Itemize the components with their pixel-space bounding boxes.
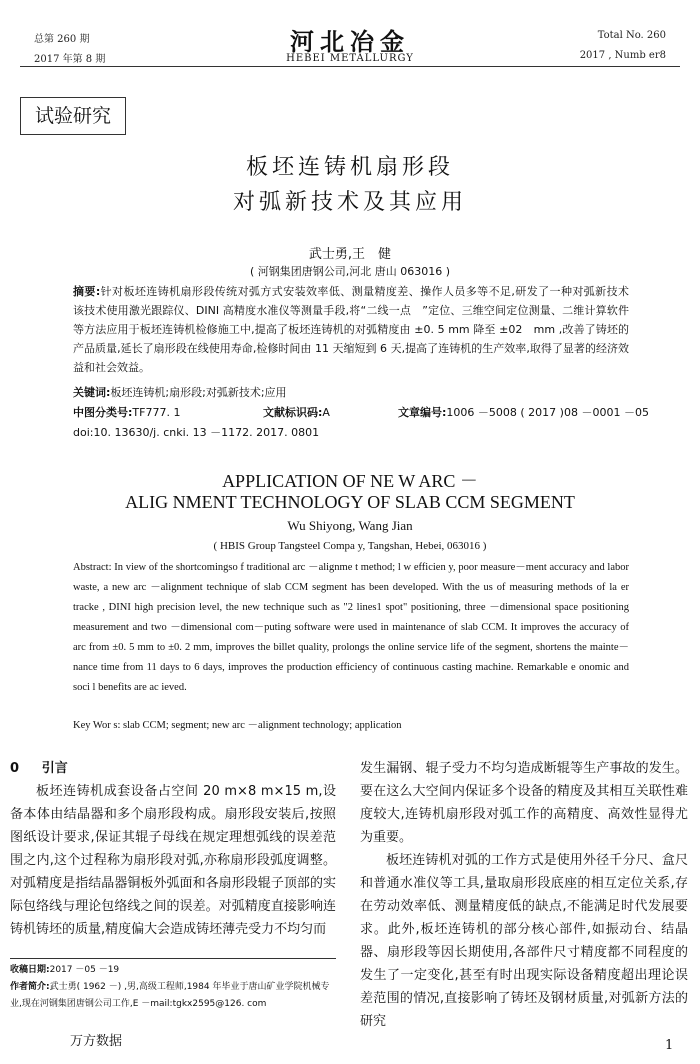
doc-code-label: 文献标识码: bbox=[263, 406, 323, 419]
abstract-en-text: In view of the shortcomingso f traditional arc －alignme t method; l w efficien y, poor measure－ment accuracy and labor waste, a new arc －alignment technique of slab CCM segment has been developed. With the us of measuring methods of la er tracke , DINI high precision level, the new technique such as "2 lines1 spot" positioning, three －dimensional space positioning measurement and two －dimensional com－puting software were used in maintenance of slab CCM. It improves the accuracy of arc from ±0. 5 mm to ±0. 2 mm, improves the billet quality, prolongs the online service life of the segment, shortens the mainte－nance time from 11 days to 6 days, improves the production efficiency of continuous casting machine. Remarkable e onomic and soci l benefits are ac ieved. bbox=[73, 562, 630, 693]
footnote bbox=[10, 962, 340, 1013]
received-label: 收稿日期: bbox=[10, 965, 50, 975]
authors-cn: 武士勇,王 健 bbox=[308, 247, 392, 262]
abstract-en-label: Abstract: bbox=[73, 562, 112, 573]
affiliation-cn: ( 河钢集团唐钢公司,河北 唐山 063016 ) bbox=[249, 265, 451, 278]
body-left-column bbox=[10, 757, 336, 941]
intro-paragraph-right-2: 板坯连铸机对弧的工作方式是使用外径千分尺、盒尺和普通水准仪等工具,量取扇形段底座的相互定位关系,存在劳动效率低、测量精度低的缺点,不能满足时代发展要求。此外,板坯连铸机的部分核心部件,如振动台、结晶器、扇形段等因长期使用,各部件尺寸精度都不同程度的发生了一定变化,甚至有时出现实际设备精度超出理论误差范围的情况,直接影响了铸坯及钢材质量,对弧新方法的研究 bbox=[360, 853, 688, 1029]
clc-value: TF777. 1 bbox=[132, 406, 181, 419]
watermark: 万方数据 bbox=[70, 1034, 123, 1049]
journal-title-cn: 河北冶金 bbox=[290, 27, 410, 56]
clc-label: 中图分类号: bbox=[73, 406, 133, 419]
author-bio-label: 作者简介: bbox=[10, 982, 50, 992]
title-cn-line1: 板坯连铸机扇形段 bbox=[245, 155, 454, 180]
keywords-en-text: slab CCM; segment; new arc －alignment technology; application bbox=[123, 720, 402, 731]
received-date bbox=[10, 962, 340, 979]
intro-paragraph-right-1: 发生漏钢、辊子受力不均匀造成断辊等生产事故的发生。要在这么大空间内保证多个设备的精度及其相互关联性难度较大,连铸机扇形段对弧工作的高精度、高效性显得尤为重要。 bbox=[360, 761, 688, 845]
authors-en: Wu Shiyong, Wang Jian bbox=[287, 518, 413, 533]
footnote-rule bbox=[10, 958, 336, 959]
author-bio bbox=[10, 979, 340, 1013]
affiliation-en: ( HBIS Group Tangsteel Compa y, Tangshan, Hebei, 063016 ) bbox=[213, 540, 487, 552]
header-rule bbox=[20, 66, 680, 67]
abstract-en bbox=[73, 558, 629, 698]
title-cn-line2: 对弧新技术及其应用 bbox=[232, 190, 467, 215]
section-title: 引言 bbox=[41, 761, 68, 776]
header-issue-cn: 总第 260 期 bbox=[34, 34, 90, 45]
keywords-en bbox=[73, 716, 629, 736]
author-bio-text: 武士勇( 1962 －) ,男,高级工程师,1984 年毕业于唐山矿业学院机械专业,现在河钢集团唐钢公司工作,E －mail:tgkx2595@126. com bbox=[10, 982, 330, 1009]
doc-code-value: A bbox=[322, 406, 330, 419]
keywords-en-label: Key Wor s: bbox=[73, 720, 121, 731]
intro-paragraph-left: 板坯连铸机成套设备占空间 20 m×8 m×15 m,设备本体由结晶器和多个扇形段构成。扇形段安装后,按照图纸设计要求,保证其辊子母线在规定理想弧线的误差范围之内,这个过程称为扇形段对弧,亦称扇形段弧度调整。对弧精度是指结晶器铜板外弧面和各扇形段辊子顶部的实际包络线与理论包络线之间的误差。对弧精度直接影响连铸机铸坯的质量,精度偏大会造成铸坯薄壳受力不均匀而 bbox=[10, 784, 336, 937]
keywords-cn-label: 关键词: bbox=[73, 386, 111, 399]
journal-title-en: HEBEI METALLURGY bbox=[286, 53, 414, 64]
doi: doi:10. 13630/j. cnki. 13 －1172. 2017. 0801 bbox=[73, 426, 320, 439]
header-year-cn: 2017 年第 8 期 bbox=[34, 54, 106, 65]
keywords-cn bbox=[73, 383, 629, 402]
title-en-line2: ALIG NMENT TECHNOLOGY OF SLAB CCM SEGMENT bbox=[125, 492, 575, 512]
received-value: 2017 －05 －19 bbox=[49, 965, 120, 975]
abstract-cn-label: 摘要: bbox=[73, 285, 101, 298]
abstract-cn-text: 针对板坯连铸机扇形段传统对弧方式安装效率低、测量精度差、操作人员多等不足,研发了一种对弧新技术 该技术使用激光跟踪仪、DINI 高精度水准仪等测量手段,将“二线一点 ”定位、三维空间定位测量、二维计算软件等方法应用于板坯连铸机检修施工中,提高了板坯连铸机的对弧精度由 ±0. 5 mm 降至 ±02 mm ,改善了铸坯的产品质量,延长了扇形段在线使用寿命,检修时间由 11 天缩短到 6 天,提高了连铸机的生产效率,取得了显著的经济效益和社会效益。 bbox=[73, 285, 641, 374]
section-number: 0 bbox=[10, 761, 20, 776]
header-year-en: 2017 , Numb er8 bbox=[579, 50, 666, 61]
keywords-cn-text: 板坯连铸机;扇形段;对弧新技术;应用 bbox=[110, 386, 287, 399]
article-no-label: 文章编号: bbox=[398, 406, 447, 419]
title-en-line1: APPLICATION OF NE W ARC － bbox=[222, 471, 478, 491]
body-right-column bbox=[360, 757, 688, 1033]
section-heading bbox=[10, 757, 336, 780]
abstract-cn bbox=[73, 282, 641, 377]
header-total: Total No. 260 bbox=[597, 30, 666, 41]
article-no-value: 1006 －5008 ( 2017 )08 －0001 －05 bbox=[446, 406, 649, 419]
section-label: 试验研究 bbox=[20, 97, 126, 135]
page-number: 1 bbox=[665, 1038, 674, 1053]
